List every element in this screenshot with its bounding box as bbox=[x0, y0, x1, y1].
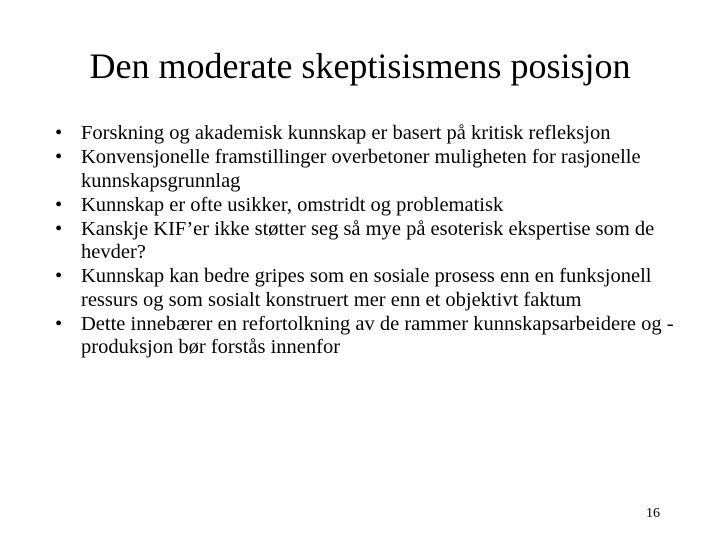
bullet-icon: • bbox=[55, 265, 63, 287]
bullet-item bbox=[55, 218, 695, 265]
bullet-item bbox=[55, 313, 695, 360]
bullet-text: Dette innebærer en refortolkning av de rammer kunnskapsarbeidere og -produksjon bør forstås innenfor bbox=[81, 312, 674, 358]
bullet-text: Kanskje KIF’er ikke støtter seg så mye på esoterisk ekspertise som de hevder? bbox=[81, 217, 655, 263]
slide-title: Den moderate skeptisismens posisjon bbox=[89, 46, 631, 86]
bullet-icon: • bbox=[55, 217, 63, 240]
bullet-item bbox=[55, 265, 695, 312]
bullet-icon: • bbox=[55, 193, 63, 216]
bullet-text: Forskning og akademisk kunnskap er basert på kritisk refleksjon bbox=[81, 122, 611, 144]
page-number: 16 bbox=[646, 506, 660, 521]
bullet-item bbox=[55, 194, 695, 218]
bullet-icon: • bbox=[55, 312, 63, 335]
bullet-item bbox=[55, 122, 695, 146]
bullet-icon: • bbox=[55, 146, 63, 168]
bullet-text: Kunnskap er ofte usikker, omstridt og problematisk bbox=[81, 193, 504, 216]
bullet-item bbox=[55, 146, 695, 193]
bullet-icon: • bbox=[55, 122, 63, 144]
bullet-text: Kunnskap kan bedre gripes som en sosiale prosess enn en funksjonell ressurs og som sosialt konstruert mer enn et objektivt faktum bbox=[81, 265, 652, 311]
bullet-text: Konvensjonelle framstillinger overbetoner muligheten for rasjonelle kunnskapsgrunnlag bbox=[81, 146, 641, 192]
bullet-list bbox=[55, 122, 695, 360]
